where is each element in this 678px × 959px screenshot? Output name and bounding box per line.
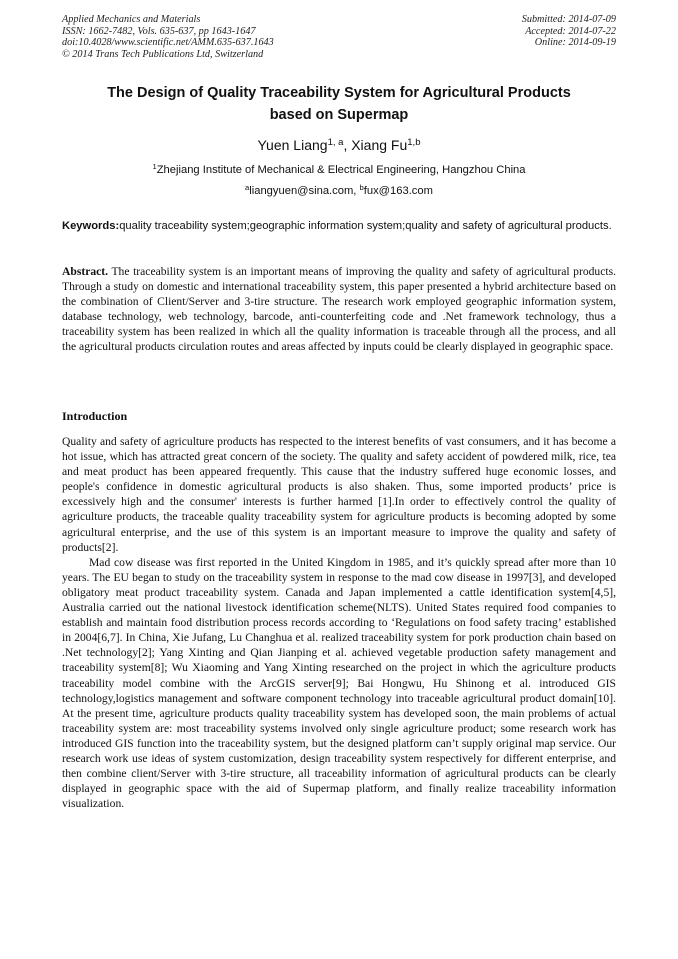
author-list xyxy=(62,136,616,154)
journal-copyright: © 2014 Trans Tech Publications Ltd, Switzerland xyxy=(62,48,264,60)
author-2-affil-mark: 1,b xyxy=(407,137,421,149)
title-line-1: The Design of Quality Traceability System for Agricultural Products xyxy=(107,85,571,101)
abstract xyxy=(62,264,616,355)
author-2-name: Xiang Fu xyxy=(351,137,408,153)
abstract-label: Abstract. xyxy=(62,265,109,278)
online-date: Online: 2014-09-19 xyxy=(534,37,616,49)
affiliation-text: Zhejiang Institute of Mechanical & Electrical Engineering, Hangzhou China xyxy=(156,164,526,176)
keywords-text: quality traceability system;geographic information system;quality and safety of agricultural products. xyxy=(119,220,612,232)
author-1-name: Yuen Liang xyxy=(257,137,328,153)
email-a[interactable]: liangyuen@sina.com, xyxy=(249,185,360,197)
author-separator: , xyxy=(343,137,352,153)
paper-title xyxy=(62,82,616,126)
affiliation-mark: 1 xyxy=(152,162,157,172)
intro-paragraph-2: Mad cow disease was first reported in the United Kingdom in 1985, and it’s quickly spread after more than 10 years. The EU began to study on the traceability system in response to the mad cow disease in 1997[3], and developed obligatory meat product traceability system. Canada and Japan implemented a cattle identification system[4,5], Australia carried out the national livestock identification scheme(NLTS). United States required food companies to establish and maintain food distribution process records according to ‘Regulations on food safety tracing’ established in 2004[6,7]. In China, Xie Jufang, Lu Changhua et al. realized traceability system for pork production chain based on .Net technology[2]; Yang Xinting and Qian Jianping et al. achieved vegetable production safety management and traceability system[8]; Wu Xiaoming and Yang Xinting researched on the project in which the agriculture products traceability model combine with the ArcGIS server[9]; Bai Hongwu, Hu Shinong et al. introduced GIS technology,logistics management and software component technology into traceable agricultural product domain[10]. At the present time, agriculture products quality traceability system has developed soon, the main problems of actual traceability system are: most traceability systems involved only single agriculture product; some research work has introduced GIS function into the traceability system, but the designed platform can’t supply original map service. Our research work use ideas of system customization, design traceability system respectively for different enterprise, and then combine client/Server with 3-tire structure, all traceability information of agricultural products can be clearly displayed in geographic space with the aid of Supermap platform, and finally realize traceability information visualization. xyxy=(62,555,616,811)
affiliation xyxy=(62,163,616,177)
introduction-body xyxy=(62,434,616,811)
title-line-2: based on Supermap xyxy=(269,107,409,123)
journal-name: Applied Mechanics and Materials xyxy=(62,14,201,25)
author-1-affil-mark: 1, a xyxy=(327,137,344,149)
journal-header-left xyxy=(62,14,392,60)
keywords xyxy=(62,220,616,233)
accepted-date: Accepted: 2014-07-22 xyxy=(525,25,616,37)
author-emails xyxy=(62,184,616,198)
journal-doi[interactable]: doi:10.4028/www.scientific.net/AMM.635-637.1643 xyxy=(62,37,274,49)
email-b-mark: b xyxy=(359,183,364,193)
email-b[interactable]: fux@163.com xyxy=(363,185,433,197)
keywords-label: Keywords: xyxy=(62,220,120,232)
submitted-date: Submitted: 2014-07-09 xyxy=(521,14,616,25)
intro-paragraph-1: Quality and safety of agriculture products has respected to the interest benefits of vast consumers, and it has become a hot issue, which has attracted great concern of the society. The quality and safety accident of powdered milk, rice, tea and meat product has been appeared frequently. This cause that the industry suffered huge economic losses, and people's confidence in domestic agricultural products is also shaken. Thus, some imported products’ price is excessively high and the consumer' interests is further harmed [1].In order to effectively control the quality of agriculture products, the traceable quality traceability system for agriculture products is becoming adopted by some agricultural enterprise, and the use of this system is an important measure to improve the quality and safety of products[2]. xyxy=(62,435,616,554)
email-a-mark: a xyxy=(245,183,250,193)
abstract-text: The traceability system is an important means of improving the quality and safety of agricultural products. Through a study on domestic and international traceability system, this paper presented a hybrid architecture based on the combination of Client/Server and 3-tire structure. The research work employed geographic information system, database technology, web technology, barcode, anti-counterfeiting code and .Net framework technology, thus a traceability system has been realized in which all the quality information is traceable through all the process, and all the agricultural products circulation routes and areas affected by inputs could be clearly displayed in geographic space. xyxy=(62,265,616,354)
journal-header-right xyxy=(396,14,616,49)
journal-issn: ISSN: 1662-7482, Vols. 635-637, pp 1643-1647 xyxy=(62,25,256,37)
section-heading-introduction: Introduction xyxy=(62,409,128,423)
